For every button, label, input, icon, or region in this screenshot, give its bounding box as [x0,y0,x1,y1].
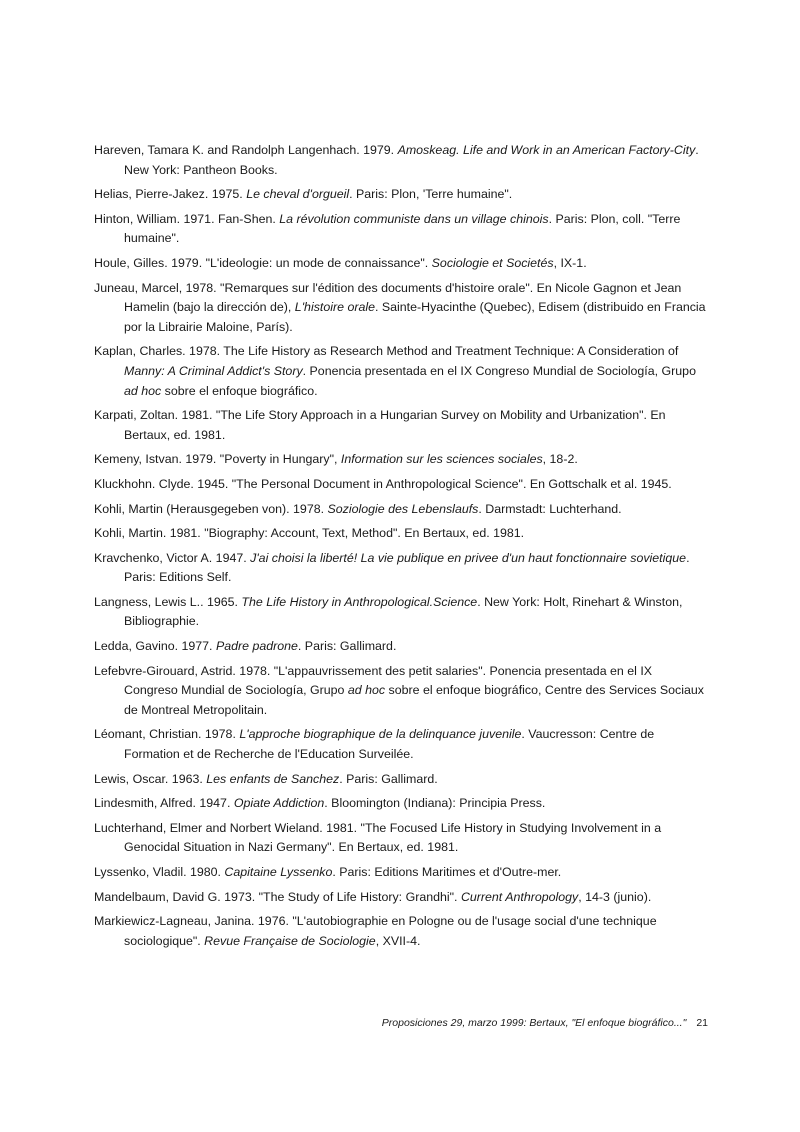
reference-text: . Sainte-Hyacinthe (Quebec), Edisem (distribuido en Francia por la Librairie Maloine, París). [124,300,706,334]
reference-title: Les enfants de Sanchez [206,771,340,786]
reference-title: Capitaine Lyssenko [224,865,333,879]
reference-text: , 18-2. [542,452,578,467]
reference-entry [94,863,706,883]
reference-title: L'approche biographique de la delinquance juvenile [239,727,522,742]
reference-entry [94,888,706,908]
reference-title: Revue Française de Sociologie [204,933,376,948]
reference-text: Luchterhand, Elmer and Norbert Wieland. 1981. "The Focused Life History in Studying Involvement in a Genocidal Situation in Nazi Germany". En Bertaux, ed. 1981. [94,820,662,855]
reference-entry [94,662,706,721]
reference-title: Le cheval d'orgueil [246,187,350,202]
reference-entry [94,406,706,445]
reference-title: Information sur les sciences sociales [340,452,543,467]
reference-text: Juneau, Marcel, 1978. "Remarques sur l'édition des documents d'histoire orale". En Nicole Gagnon et Jean Hamelin (bajo la dirección de), [94,280,682,315]
reference-text: . Paris: Gallimard. [339,771,438,786]
reference-text: . Paris: Plon, 'Terre humaine". [349,187,513,202]
reference-text: . Vaucresson: Centre de Formation et de Recherche de l'Education Surveilée. [124,727,655,762]
reference-text: Lindesmith, Alfred. 1947. [94,796,234,811]
reference-text: Ledda, Gavino. 1977. [94,639,216,654]
reference-entry [94,524,706,544]
reference-title: Padre padrone [215,639,298,654]
reference-title: The Life History in Anthropological.Science [241,594,478,609]
reference-text: sobre el enfoque biográfico, Centre des Services Sociaux de Montreal Metropolitain. [124,683,704,717]
reference-entry [94,141,706,180]
page-footer [382,1017,708,1029]
reference-text: sobre el enfoque biográfico. [161,383,318,398]
reference-text: Lewis, Oscar. 1963. [94,771,207,786]
reference-entry [94,475,706,495]
reference-title: Sociologie et Societés [431,255,554,270]
reference-title: J'ai choisi la liberté! La vie publique en privee d'un haut fonctionnaire sovietique [250,550,687,565]
reference-entry [94,342,706,401]
reference-entry [94,912,706,951]
reference-text: , 14-3 (junio). [578,889,652,904]
reference-title: ad hoc [347,683,386,698]
reference-text: . Paris: Gallimard. [297,639,397,654]
reference-text: . Ponencia presentada en el IX Congreso Mundial de Sociología, Grupo [302,363,696,378]
reference-entry [94,279,706,338]
reference-text: Kravchenko, Victor A. 1947. [94,550,251,565]
reference-entry [94,725,706,764]
reference-text: . New York: Holt, Rinehart & Winston, Bibliographie. [124,594,683,629]
reference-text: , XVII-4. [375,933,421,948]
reference-text: Kohli, Martin. 1981. "Biography: Account, Text, Method". En Bertaux, ed. 1981. [94,526,525,541]
reference-text: . Paris: Editions Maritimes et d'Outre-mer. [332,865,562,879]
reference-text: , IX-1. [553,255,587,270]
reference-entry [94,794,706,814]
reference-text: Kaplan, Charles. 1978. The Life History as Research Method and Treatment Technique: A Consideration of [94,344,679,359]
reference-title: Current Anthropology [460,889,579,904]
reference-title: ad hoc [124,383,162,398]
reference-title: Opiate Addiction [233,796,325,811]
reference-text: . Paris: Editions Self. [124,550,690,585]
reference-text: Hinton, William. 1971. Fan-Shen. [94,211,280,226]
reference-entry [94,549,706,588]
reference-entry [94,254,706,274]
reference-text: Kemeny, Istvan. 1979. "Poverty in Hungary", [94,452,341,467]
reference-entry [94,210,706,249]
reference-text: Léomant, Christian. 1978. [94,727,240,742]
reference-text: . Darmstadt: Luchterhand. [478,501,622,516]
reference-text: Langness, Lewis L.. 1965. [94,594,242,609]
reference-text: Lefebvre-Girouard, Astrid. 1978. "L'appauvrissement des petit salaries". Ponencia presentada en el IX Congreso Mundial de Sociología, Grupo [94,663,653,698]
reference-entry [94,185,706,205]
reference-list [94,141,706,956]
reference-entry [94,500,706,520]
reference-text: Karpati, Zoltan. 1981. "The Life Story Approach in a Hungarian Survey on Mobility and Urbanization". En Bertaux, ed. 1981. [94,408,666,442]
reference-entry [94,770,706,790]
reference-title: La révolution communiste dans un village chinois [279,211,549,226]
reference-text: . Bloomington (Indiana): Principia Press. [324,796,546,811]
reference-title: L'histoire orale [294,300,375,315]
reference-text: . Paris: Plon, coll. "Terre humaine". [124,211,681,246]
reference-text: Mandelbaum, David G. 1973. "The Study of Life History: Grandhi". [94,889,461,904]
page-number: 21 [696,1017,708,1029]
reference-text: Helias, Pierre-Jakez. 1975. [94,187,247,202]
reference-text: . New York: Pantheon Books. [124,143,699,177]
reference-text: Houle, Gilles. 1979. "L'ideologie: un mode de connaissance". [94,255,432,270]
reference-text: Markiewicz-Lagneau, Janina. 1976. "L'autobiographie en Pologne ou de l'usage social d'une technique sociologique". [94,914,657,948]
reference-text: Lyssenko, Vladil. 1980. [94,865,225,879]
reference-entry [94,637,706,657]
reference-title: Amoskeag. Life and Work in an American Factory-City [397,143,696,157]
reference-text: Kluckhohn. Clyde. 1945. "The Personal Document in Anthropological Science". En Gottschalk et al. 1945. [94,476,672,491]
reference-entry [94,450,706,470]
reference-title: Soziologie des Lebenslaufs [327,501,479,516]
reference-title: Manny: A Criminal Addict's Story [124,363,303,378]
footer-source: Proposiciones 29, marzo 1999: Bertaux, "El enfoque biográfico..." [381,1017,687,1029]
reference-text: Hareven, Tamara K. and Randolph Langenhach. 1979. [94,143,398,157]
reference-entry [94,819,706,858]
reference-text: Kohli, Martin (Herausgegeben von). 1978. [94,501,328,516]
reference-entry [94,593,706,632]
